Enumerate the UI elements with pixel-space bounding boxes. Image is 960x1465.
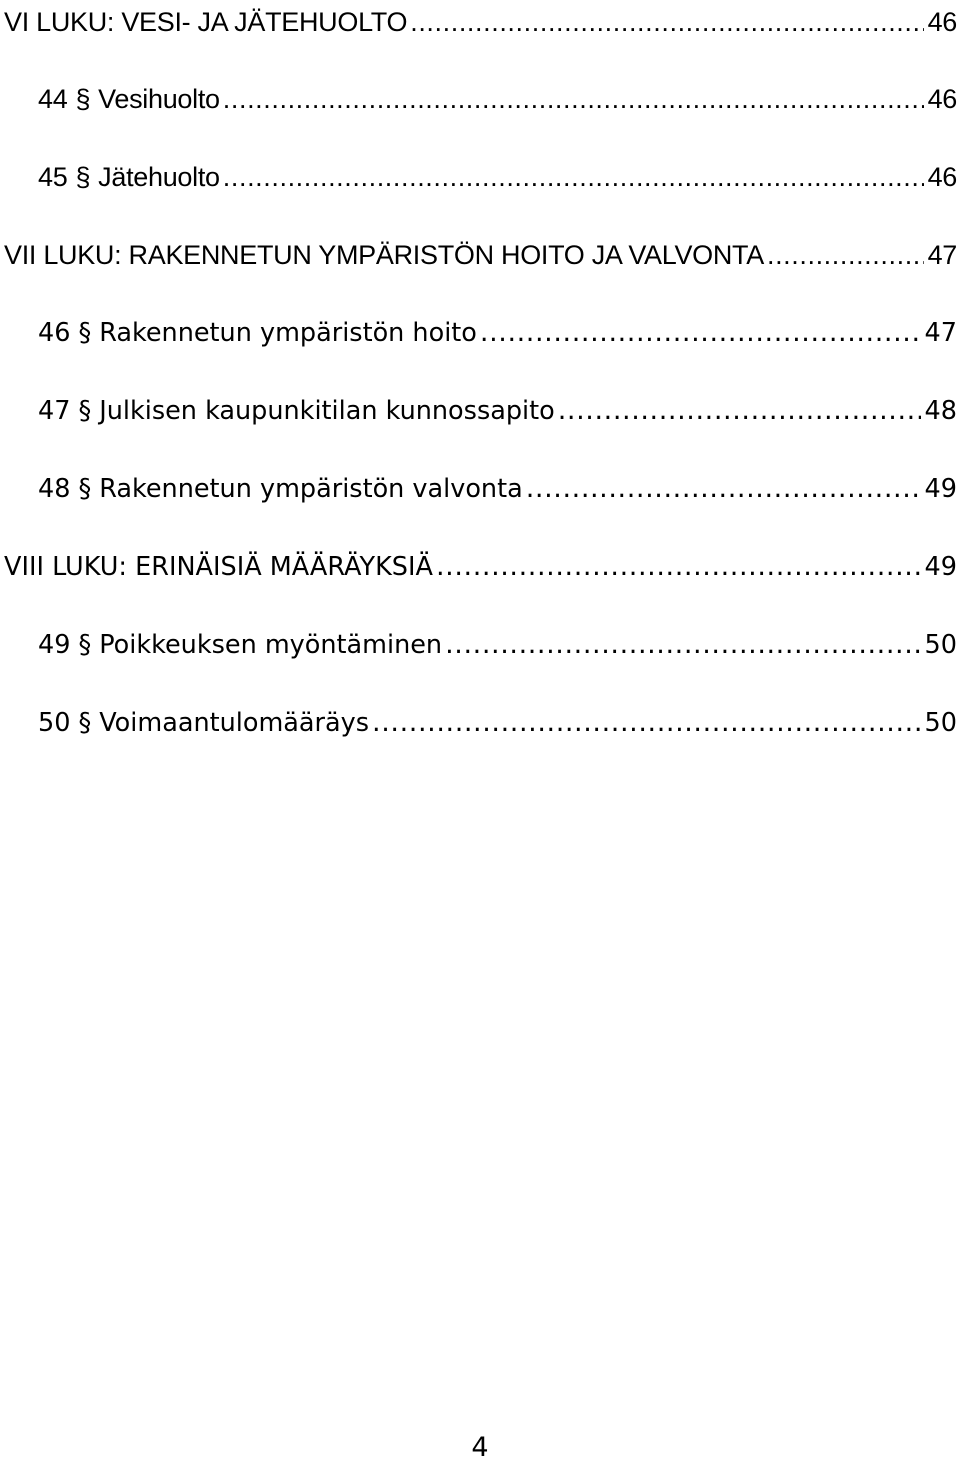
section-sign: § bbox=[75, 84, 91, 114]
toc-entry-number: 45 bbox=[38, 162, 68, 192]
toc-entry-page: 48 bbox=[924, 396, 957, 426]
toc-entry-section-50[interactable] bbox=[0, 703, 957, 743]
dot-leader bbox=[480, 313, 921, 353]
toc-entry-page: 49 bbox=[924, 552, 957, 582]
toc-entry-title: Voimaantulomääräys bbox=[99, 708, 370, 738]
toc-entry-title: Jätehuolto bbox=[98, 162, 220, 192]
toc-entry-section-49[interactable] bbox=[0, 625, 957, 665]
dot-leader bbox=[445, 625, 920, 665]
toc-entry-section-47[interactable] bbox=[0, 391, 957, 431]
toc-entry-title: VII LUKU: RAKENNETUN YMPÄRISTÖN HOITO JA VALVONTA bbox=[4, 240, 764, 270]
toc-entry-section-44[interactable] bbox=[0, 79, 957, 119]
toc-entry-page: 50 bbox=[924, 630, 957, 660]
toc-entry-title: Rakennetun ympäristön hoito bbox=[99, 318, 477, 348]
toc-entry-page: 47 bbox=[924, 318, 957, 348]
toc-entry-section-45[interactable] bbox=[0, 157, 957, 197]
toc-entry-title: Julkisen kaupunkitilan kunnossapito bbox=[99, 396, 555, 426]
dot-leader bbox=[558, 391, 921, 431]
toc-entry-section-46[interactable] bbox=[0, 313, 957, 353]
toc-entry-title: VI LUKU: VESI- JA JÄTEHUOLTO bbox=[4, 7, 408, 37]
dot-leader bbox=[372, 703, 921, 743]
page-number: 4 bbox=[471, 1432, 489, 1463]
toc-entry-chapter-vii[interactable] bbox=[0, 235, 957, 275]
toc-entry-page: 46 bbox=[927, 84, 957, 114]
section-sign: § bbox=[75, 162, 91, 192]
toc-entry-number: 44 bbox=[38, 84, 68, 114]
dot-leader bbox=[436, 547, 921, 587]
toc-entry-title: VIII LUKU: ERINÄISIÄ MÄÄRÄYKSIÄ bbox=[4, 552, 433, 582]
toc-entry-number: 46 bbox=[38, 318, 71, 348]
toc-entry-title: Vesihuolto bbox=[98, 84, 220, 114]
dot-leader bbox=[410, 2, 923, 42]
toc-entry-number: 49 bbox=[38, 630, 71, 660]
toc-entry-number: 47 bbox=[38, 396, 71, 426]
dot-leader bbox=[526, 469, 921, 509]
toc-entry-chapter-viii[interactable] bbox=[0, 547, 957, 587]
section-sign: § bbox=[78, 630, 92, 660]
toc-entry-section-48[interactable] bbox=[0, 469, 957, 509]
toc-entry-number: 48 bbox=[38, 474, 71, 504]
toc-entry-chapter-vi[interactable] bbox=[0, 2, 957, 42]
dot-leader bbox=[223, 79, 924, 119]
toc-entry-page: 46 bbox=[927, 162, 957, 192]
toc-entry-title: Rakennetun ympäristön valvonta bbox=[99, 474, 523, 504]
toc-entry-page: 47 bbox=[927, 240, 957, 270]
dot-leader bbox=[223, 157, 924, 197]
section-sign: § bbox=[78, 318, 92, 348]
section-sign: § bbox=[78, 474, 92, 504]
toc-entry-number: 50 bbox=[38, 708, 71, 738]
toc-entry-page: 50 bbox=[924, 708, 957, 738]
toc-entry-page: 46 bbox=[927, 7, 957, 37]
section-sign: § bbox=[78, 708, 92, 738]
section-sign: § bbox=[78, 396, 92, 426]
dot-leader bbox=[767, 235, 924, 275]
toc-entry-title: Poikkeuksen myöntäminen bbox=[99, 630, 443, 660]
toc-entry-page: 49 bbox=[924, 474, 957, 504]
